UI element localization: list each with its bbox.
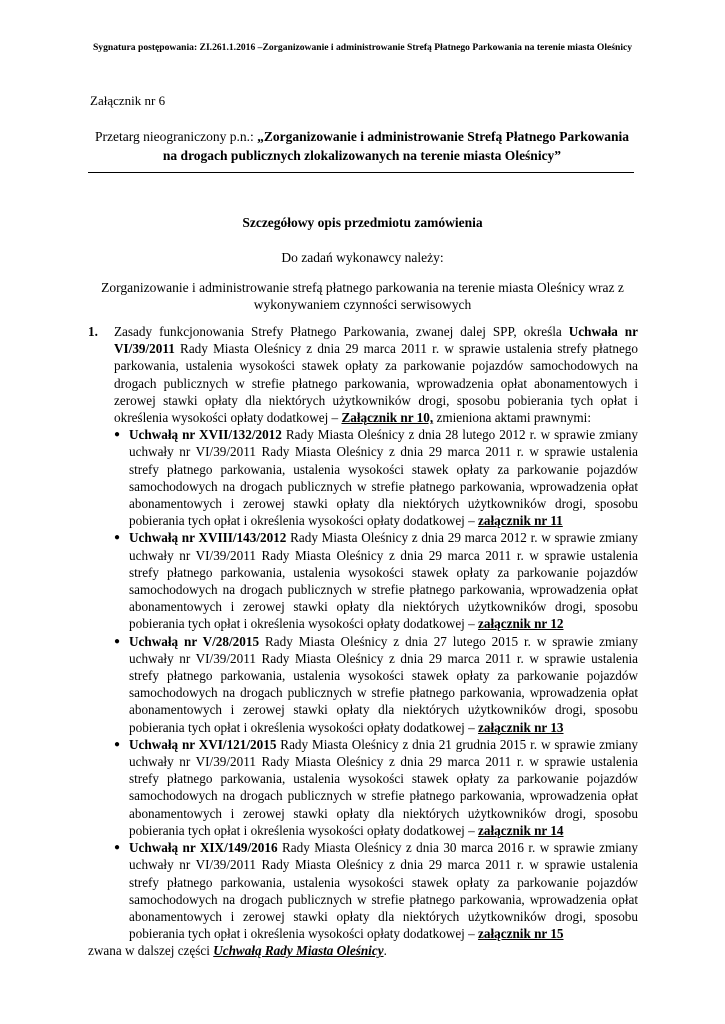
- closing-reference: Uchwałą Rady Miasta Oleśnicy: [213, 943, 384, 959]
- amendments-list: [88, 426, 638, 942]
- tender-name: „Zorganizowanie i administrowanie Strefą Płatnego Parkowania na drogach publicznych zlokalizowanych na terenie miasta Oleśnicy”: [162, 129, 629, 163]
- list-item: [114, 426, 638, 529]
- section-1-text: [114, 323, 638, 426]
- list-item: [114, 633, 638, 736]
- tender-title: [88, 127, 636, 165]
- section-text-c: zmieniona aktami prawnymi:: [433, 410, 592, 426]
- document-header: Sygnatura postępowania: ZI.261.1.2016 –Zorganizowanie i administrowanie Strefą Płatnego Parkowania na terenie miasta Oleśnicy: [92, 42, 633, 53]
- list-item: [114, 736, 638, 839]
- document-title: Szczegółowy opis przedmiotu zamówienia: [242, 215, 483, 230]
- list-item: [114, 529, 638, 632]
- amendment-text: [129, 736, 638, 839]
- section-text-b: Rady Miasta Oleśnicy z dnia 29 marca 2011 r. w sprawie ustalenia strefy płatnego parkowania, ustalenia wysokości stawek opłaty za parkowanie pojazdów samochodowych na drogach publicznych w strefie płatnego parkowania, wprowadzenia opłat abonamentowych i zerowej stawki opłaty dla niektórych użytkowników drogi, sposobu pobierania tych opłat i określenia wysokości opłaty dodatkowej –: [114, 341, 638, 426]
- tender-prefix: Przetarg nieograniczony p.n.:: [95, 129, 258, 144]
- list-item: [114, 839, 638, 942]
- divider: [88, 172, 634, 173]
- bullet-icon: ●: [114, 532, 121, 544]
- section-number: 1.: [88, 324, 98, 339]
- amendment-resolution: Uchwałą nr XVI/121/2015: [129, 736, 277, 752]
- closing-prefix: zwana w dalszej części: [88, 943, 214, 959]
- bullet-icon: ●: [114, 429, 121, 441]
- amendment-text: [129, 839, 638, 942]
- amendment-resolution: Uchwałą nr V/28/2015: [129, 633, 260, 649]
- amendment-body: Rady Miasta Oleśnicy z dnia 21 grudnia 2015 r. w sprawie zmiany uchwały nr VI/39/2011 Rady Miasta Oleśnicy z dnia 29 marca 2011 r. w sprawie ustalenia strefy płatnego parkowania, ustalenia wysokości stawek opłaty za parkowanie pojazdów samochodowych na drogach publicznych w strefie płatnego parkowania, wprowadzenia opłat abonamentowych i zerowej stawki opłaty dla niektórych użytkowników drogi, sposobu pobierania tych opłat i określenia wysokości opłaty dodatkowej –: [129, 736, 639, 838]
- section-text-a: Zasady funkcjonowania Strefy Płatnego Parkowania, zwanej dalej SPP, określa: [114, 324, 569, 339]
- closing-suffix: .: [383, 943, 387, 959]
- amendment-body: Rady Miasta Oleśnicy z dnia 29 marca 2012 r. w sprawie zmiany uchwały nr VI/39/2011 Rady Miasta Oleśnicy z dnia 29 marca 2011 r. w sprawie ustalenia strefy płatnego parkowania, ustalenia wysokości stawek opłaty za parkowanie pojazdów samochodowych na drogach publicznych w strefie płatnego parkowania, wprowadzenia opłat abonamentowych i zerowej stawki opłaty dla niektórych użytkowników drogi, sposobu pobierania tych opłat i określenia wysokości opłaty dodatkowej –: [129, 530, 639, 632]
- attachment-ref-10: Załącznik nr 10,: [341, 410, 434, 426]
- amendment-text: [129, 529, 638, 632]
- bullet-icon: ●: [114, 842, 121, 854]
- amendment-attachment: załącznik nr 14: [478, 822, 564, 838]
- closing-line: [88, 942, 638, 959]
- attachment-label: Załącznik nr 6: [90, 93, 166, 108]
- amendment-text: [129, 633, 638, 736]
- duties-intro: Do zadań wykonawcy należy:: [281, 250, 444, 265]
- amendment-attachment: załącznik nr 12: [478, 616, 564, 632]
- amendment-attachment: załącznik nr 15: [478, 926, 564, 942]
- amendment-body: Rady Miasta Oleśnicy z dnia 30 marca 2016 r. w sprawie zmiany uchwały nr VI/39/2011 Rady Miasta Oleśnicy z dnia 29 marca 2011 r. w sprawie ustalenia strefy płatnego parkowania, ustalenia wysokości stawek opłaty za parkowanie pojazdów samochodowych na drogach publicznych w strefie płatnego parkowania, wprowadzenia opłat abonamentowych i zerowej stawki opłaty dla niektórych użytkowników drogi, sposobu pobierania tych opłat i określenia wysokości opłaty dodatkowej –: [129, 840, 638, 942]
- bullet-icon: ●: [114, 635, 121, 647]
- amendment-resolution: Uchwałą nr XVIII/143/2012: [129, 530, 287, 546]
- scope-text: Zorganizowanie i administrowanie strefą płatnego parkowania na terenie miasta Oleśnicy wraz z wykonywaniem czynności serwisowych: [101, 280, 624, 312]
- amendment-attachment: załącznik nr 13: [478, 719, 564, 735]
- section-1: [88, 323, 638, 960]
- amendment-resolution: Uchwałą nr XVII/132/2012: [129, 427, 282, 443]
- amendment-body: Rady Miasta Oleśnicy z dnia 28 lutego 2012 r. w sprawie zmiany uchwały nr VI/39/2011 Rady Miasta Oleśnicy z dnia 29 marca 2011 r. w sprawie ustalenia strefy płatnego parkowania, ustalenia wysokości stawek opłaty za parkowanie pojazdów samochodowych na drogach publicznych w strefie płatnego parkowania, wprowadzenia opłat abonamentowych i zerowej stawki opłaty dla niektórych użytkowników drogi, sposobu pobierania tych opłat i określenia wysokości opłaty dodatkowej –: [129, 427, 638, 529]
- amendment-body: Rady Miasta Oleśnicy z dnia 27 lutego 2015 r. w sprawie zmiany uchwały nr VI/39/2011 Rady Miasta Oleśnicy z dnia 29 marca 2011 r. w sprawie ustalenia strefy płatnego parkowania, ustalenia wysokości stawek opłaty za parkowanie pojazdów samochodowych na drogach publicznych w strefie płatnego parkowania, wprowadzenia opłat abonamentowych i zerowej stawki opłaty dla niektórych użytkowników drogi, sposobu pobierania tych opłat i określenia wysokości opłaty dodatkowej –: [129, 633, 639, 735]
- amendment-attachment: załącznik nr 11: [478, 513, 563, 529]
- amendment-text: [129, 426, 638, 529]
- bullet-icon: ●: [114, 738, 121, 750]
- amendment-resolution: Uchwałą nr XIX/149/2016: [129, 840, 278, 856]
- resolution-main: Uchwała nr VI/39/2011: [114, 324, 638, 357]
- section-1-paragraph: [88, 323, 638, 426]
